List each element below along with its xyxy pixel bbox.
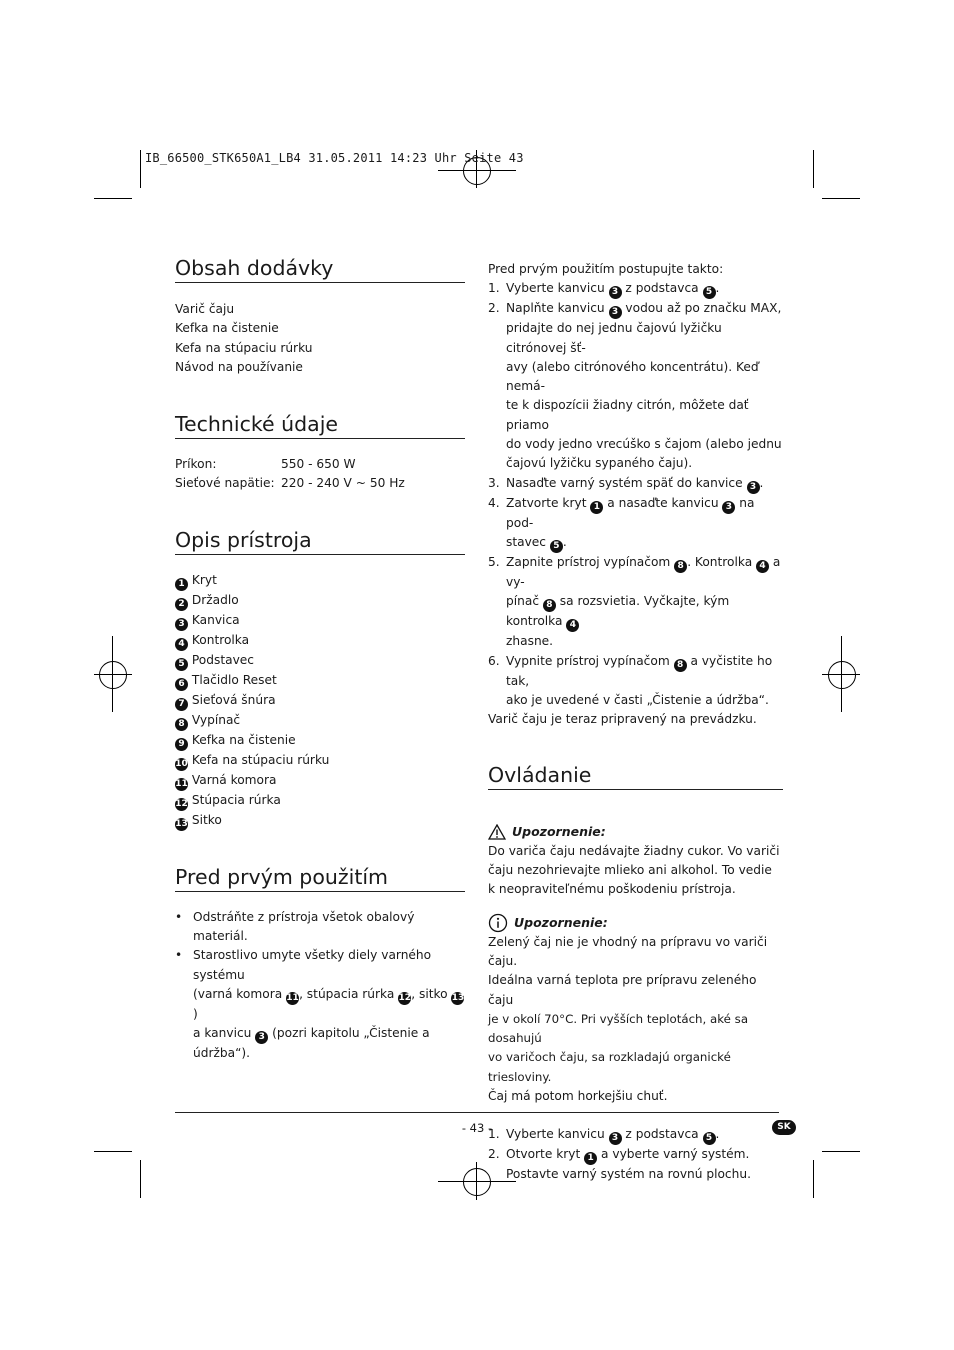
number-badge: 3 xyxy=(175,618,188,631)
intro-text: Pred prvým použitím postupujte takto: xyxy=(488,262,724,276)
number-badge: 2 xyxy=(175,598,188,611)
part-item xyxy=(175,771,465,791)
divider xyxy=(175,438,465,439)
part-item xyxy=(175,611,465,631)
warning-block: Upozornenie: Do variča čaju nedávajte žiadny cukor. Vo variči čaju nezohrievajte mlieko ani alkohol. To vedie k neopraviteľnému poškodeniu prístroja. xyxy=(488,824,780,897)
divider xyxy=(175,891,465,892)
bullet-text: Odstráňte z prístroja všetok obalový materiál. xyxy=(193,909,415,944)
spec-value: 550 - 650 W xyxy=(281,457,356,472)
crop-mark xyxy=(813,1160,814,1198)
list-item: Návod na používanie xyxy=(175,359,303,374)
crop-mark xyxy=(822,1151,860,1152)
number-badge: 12 xyxy=(175,798,188,809)
number-badge: 6 xyxy=(175,678,188,691)
part-label: Kefa na stúpaciu rúrku xyxy=(191,752,330,767)
part-item xyxy=(175,731,465,751)
number-badge: 13 xyxy=(175,818,188,829)
page-number: - 43 - xyxy=(461,1121,493,1135)
step-item: 3. Nasaďte varný systém späť do kanvice 3 . xyxy=(488,475,764,492)
number-badge: 4 xyxy=(175,638,188,651)
bullet-item xyxy=(175,946,465,1063)
bullet-text: Starostlivo umyte všetky diely varného systému (varná komora 11, stúpacia rúrka 12, sitko 13) a kanvicu 3 (pozri kapitolu „Čistenie a údržba“). xyxy=(193,948,465,1061)
part-label: Kefka na čistenie xyxy=(191,732,296,747)
crop-mark xyxy=(94,198,132,199)
step-item: 2. Naplňte kanvicu 3 vodou až po značku MAX, pridajte do nej jednu čajovú lyžičku citrónovej šť- avy (alebo citrónového koncentrátu). Keď nemá- te k dispozícii žiadny citrón, môžete dať priamo do vody jedno vrecúško s čajom (alebo jednu čajovú lyžičku sypaného čaju). xyxy=(488,301,782,471)
part-label: Kryt xyxy=(191,572,217,587)
operation-steps xyxy=(488,1125,783,1184)
info-heading: Upozornenie: xyxy=(514,914,608,930)
info-block: Upozornenie: Zelený čaj nie je vhodný na prípravu vo variči čaju. Ideálna varná teplota pre prípravu zeleného čaju je v okolí 70°C. Pri vyšších teplotách, aké sa dosahujú vo varičoch čaju, sa rozkladajú organické triesloviny. Čaj má potom horkejšiu chuť. xyxy=(488,913,783,1107)
spec-row xyxy=(175,474,465,493)
crop-mark xyxy=(822,198,860,199)
part-label: Držadlo xyxy=(191,592,239,607)
section-title-contents: Obsah dodávky xyxy=(175,256,334,280)
spec-row xyxy=(175,455,465,474)
part-label: Tlačidlo Reset xyxy=(191,672,277,687)
number-badge: 8 xyxy=(175,718,188,731)
number-badge: 11 xyxy=(175,778,188,789)
part-item xyxy=(175,711,465,731)
part-item xyxy=(175,791,465,811)
spec-value: 220 - 240 V ~ 50 Hz xyxy=(281,476,405,491)
divider xyxy=(175,554,465,555)
number-badge: 9 xyxy=(175,738,188,751)
bullet-item xyxy=(175,908,465,947)
spec-label: Príkon: xyxy=(175,457,217,472)
list-item: Kefa na stúpaciu rúrku xyxy=(175,340,313,355)
part-label: Kontrolka xyxy=(191,632,250,647)
part-item xyxy=(175,671,465,691)
divider xyxy=(488,789,783,790)
part-item xyxy=(175,591,465,611)
first-use-list xyxy=(175,908,465,1064)
right-column xyxy=(488,260,783,1185)
crop-mark xyxy=(813,150,814,188)
footer-rule xyxy=(175,1112,779,1113)
ready-text: Varič čaju je teraz pripravený na prevádzku. xyxy=(488,712,757,727)
step-item: 2. Otvorte kryt 1 a vyberte varný systém. Postavte varný systém na rovnú plochu. xyxy=(488,1147,751,1182)
part-label: Kanvica xyxy=(191,612,240,627)
step-item: 1. Vyberte kanvicu 3 z podstavca 5 . xyxy=(488,1127,720,1144)
list-item: Varič čaju xyxy=(175,302,235,316)
bullet: • xyxy=(175,909,183,924)
part-label: Varná komora xyxy=(191,772,277,787)
part-item xyxy=(175,811,465,831)
part-label: Podstavec xyxy=(191,652,254,667)
crop-mark xyxy=(94,1151,132,1152)
part-item xyxy=(175,631,465,651)
language-badge: SK xyxy=(772,1120,796,1135)
list-item: Kefka na čistenie xyxy=(175,321,279,336)
left-column xyxy=(175,256,465,1064)
part-item xyxy=(175,751,465,771)
specs-table xyxy=(175,455,465,494)
step-item: 1. Vyberte kanvicu 3 z podstavca 5 . xyxy=(488,281,720,298)
parts-list xyxy=(175,571,465,831)
number-badge: 10 xyxy=(175,758,188,769)
print-slug: IB_66500_STK650A1_LB4 31.05.2011 14:23 Uhr Seite 43 xyxy=(145,151,524,165)
bullet: • xyxy=(175,948,183,963)
number-badge: 5 xyxy=(175,658,188,671)
step-item: 4. Zatvorte kryt 1 a nasaďte kanvicu 3 na pod- stavec 5 . xyxy=(488,495,755,551)
warning-heading: Upozornenie: xyxy=(512,824,606,840)
step-item: 5. Zapnite prístroj vypínačom 8 . Kontrolka 4 a vy- pínač 8 sa rozsvietia. Vyčkajte, kým kontrolka 4 zhasne. xyxy=(488,554,781,649)
crop-mark xyxy=(140,1160,141,1198)
number-badge: 7 xyxy=(175,698,188,711)
spec-label: Sieťové napätie: xyxy=(175,476,275,491)
part-item xyxy=(175,571,465,591)
contents-list xyxy=(175,300,465,377)
section-title-description: Opis prístroja xyxy=(175,527,312,552)
info-icon xyxy=(488,913,508,933)
section-title-operation: Ovládanie xyxy=(488,763,592,788)
part-item xyxy=(175,651,465,671)
part-label: Vypínač xyxy=(191,712,241,727)
step-item: 6. Vypnite prístroj vypínačom 8 a vyčistite ho tak, ako je uvedené v časti „Čistenie a údržba“. xyxy=(488,653,773,707)
part-label: Stúpacia rúrka xyxy=(191,792,281,807)
divider xyxy=(175,282,465,283)
crop-mark xyxy=(140,150,141,188)
number-badge: 1 xyxy=(175,578,188,591)
section-title-specs: Technické údaje xyxy=(175,412,339,437)
part-item xyxy=(175,691,465,711)
part-label: Sitko xyxy=(191,812,222,827)
warning-triangle-icon xyxy=(488,824,506,840)
section-title-first-use: Pred prvým použitím xyxy=(175,864,389,889)
part-label: Sieťová šnúra xyxy=(191,692,276,707)
